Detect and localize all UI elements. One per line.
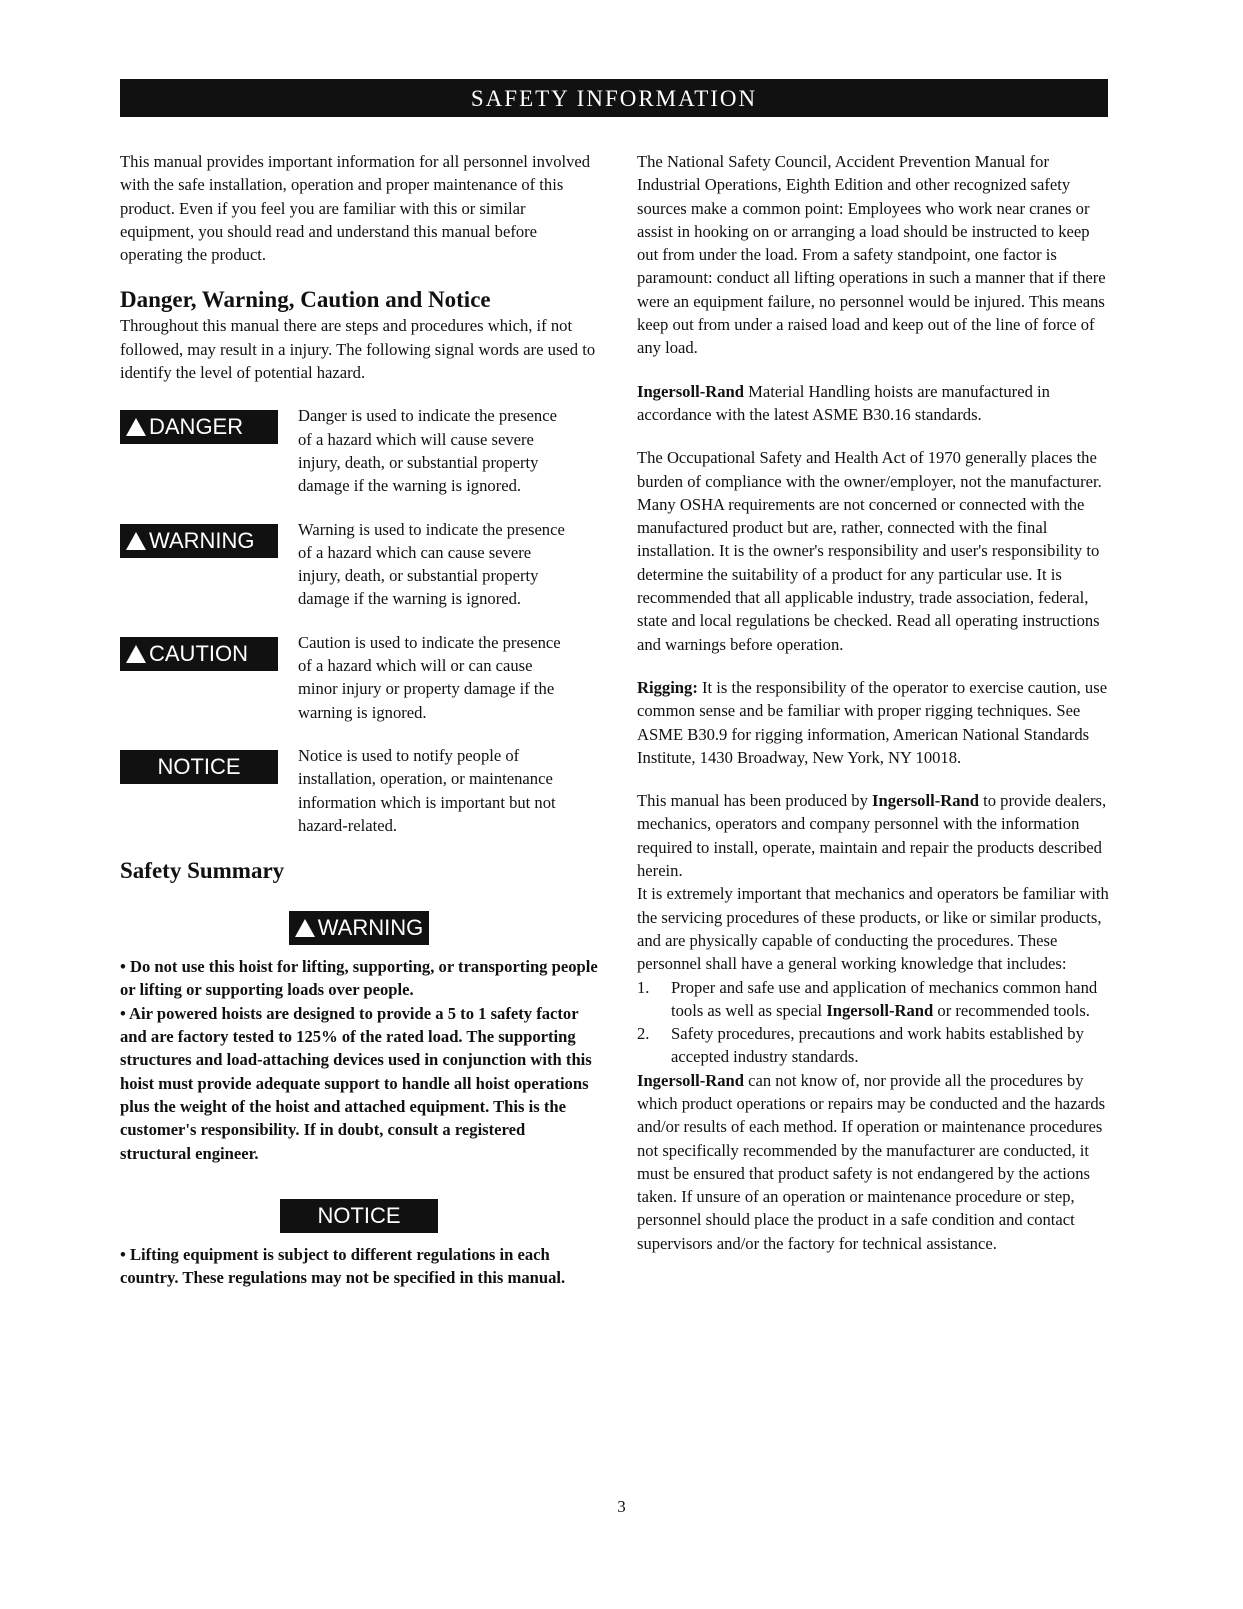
intro-paragraph: This manual provides important information for all personnel involved with the safe installation, operation and proper maintenance of this product. Even if you feel you are familiar with this or similar equipment, you should read and understand this manual before operating the product. [120,152,591,265]
warning-triangle-icon [126,532,146,550]
summary-notice-badge: NOTICE [280,1199,438,1233]
caution-row [120,631,598,724]
list-item: 1. Proper and safe use and application of mechanics common hand tools as well as special Ingersoll-Rand or recommended tools. [637,977,1098,1020]
warning-triangle-icon [126,645,146,663]
bullet-regulations: • Lifting equipment is subject to different regulations in each country. These regulations may not be specified in this manual. [120,1244,566,1288]
safety-summary-heading: Safety Summary [120,858,285,884]
warning-row [120,518,598,611]
danger-badge: DANGER [120,410,278,444]
warning-triangle-icon [126,418,146,436]
asme-paragraph: Ingersoll-Rand Material Handling hoists are manufactured in accordance with the latest ASME B30.16 standards. [637,381,1050,424]
nsc-paragraph: The National Safety Council, Accident Prevention Manual for Industrial Operations, Eighth Edition and other recognized safety sources make a common point: Employees who work near cranes or assist in hooking on or arranging a load should be instructed to keep out from under the load. From a safety standpoint, one factor is paramount: conduct all lifting operations in such a manner that if there were an equipment failure, no personnel would be injured. This means keep out from under a raised load and keep out of the line of force of any load. [637,152,1106,358]
left-column [120,150,598,1289]
notice-badge: NOTICE [120,750,278,784]
danger-description: Danger is used to indicate the presence of a hazard which will cause severe injury, death, or substantial property damage if the warning is ignored. [298,406,557,496]
summary-warning-badge: WARNING [289,911,430,945]
knowledge-list [637,976,1109,1069]
right-column [637,150,1109,1255]
section-banner: SAFETY INFORMATION [120,79,1108,117]
osha-paragraph: The Occupational Safety and Health Act of 1970 generally places the burden of compliance with the owner/employer, not the manufacturer. Many OSHA requirements are not concerned or connected with the manufactured product but are, rather, connected with the final installation. It is the owner's responsibility and user's responsibility to determine the suitability of a product for any particular use. It is recommended that all applicable industry, trade association, federal, state and local regulations be checked. Read all operating instructions and warnings before operation. [637,448,1102,654]
bullet-no-people: • Do not use this hoist for lifting, supporting, or transporting people or lifting or supporting loads over people. [120,957,598,1000]
warning-triangle-icon [295,919,315,937]
danger-row [120,404,598,497]
list-item: 2. Safety procedures, precautions and work habits established by accepted industry standards. [637,1024,1084,1067]
caution-badge: CAUTION [120,637,278,671]
rigging-paragraph: Rigging: It is the responsibility of the operator to exercise caution, use common sense and be familiar with proper rigging techniques. See ASME B30.9 for rigging information, American National Standards Institute, 1430 Broadway, New York, NY 10018. [637,677,1108,767]
bullet-safety-factor: • Air powered hoists are designed to provide a 5 to 1 safety factor and are factory tested to 125% of the rated load. The supporting structures and load-attaching devices used in conjunction with this hoist must provide adequate support to handle all hoist operations plus the weight of the hoist and attached equipment. This is the customer's responsibility. If in doubt, consult a registered structural engineer. [120,1003,592,1163]
page-number: 3 [617,1497,626,1516]
caution-description: Caution is used to indicate the presence of a hazard which will or can cause minor injury or property damage if the warning is ignored. [298,632,561,722]
notice-description: Notice is used to notify people of installation, operation, or maintenance information which is important but not hazard-related. [298,745,556,835]
notice-row [120,744,598,837]
dwcn-heading: Danger, Warning, Caution and Notice [120,287,491,313]
summary-notice [120,1193,598,1233]
manual-purpose-paragraph: This manual has been produced by Ingersoll-Rand to provide dealers, mechanics, operators and company personnel with the information required to install, operate, maintain and repair the products described herein. [637,791,1107,881]
warning-badge: WARNING [120,524,278,558]
knowledge-paragraph: It is extremely important that mechanics and operators be familiar with the servicing procedures of these products, or like or similar products, and are physically capable of conducting the procedures. These personnel shall have a general working knowledge that includes: [637,884,1109,974]
brand-name: Ingersoll-Rand [637,381,744,401]
dwcn-paragraph: Throughout this manual there are steps and procedures which, if not followed, may result in a injury. The following signal words are used to identify the level of potential hazard. [120,316,596,383]
rigging-label: Rigging: [637,677,698,697]
warning-description: Warning is used to indicate the presence of a hazard which can cause severe injury, death, or substantial property damage if the warning is ignored. [298,519,565,609]
summary-warning [120,905,598,945]
disclaimer-paragraph: Ingersoll-Rand can not know of, nor provide all the procedures by which product operations or repairs may be conducted and the hazards and/or results of each method. If operation or maintenance procedures not specifically recommended by the manufacturer are conducted, it must be ensured that product safety is not endangered by the actions taken. If unsure of an operation or maintenance procedure or step, personnel should place the product in a safe condition and contact supervisors and/or the factory for technical assistance. [637,1070,1106,1253]
